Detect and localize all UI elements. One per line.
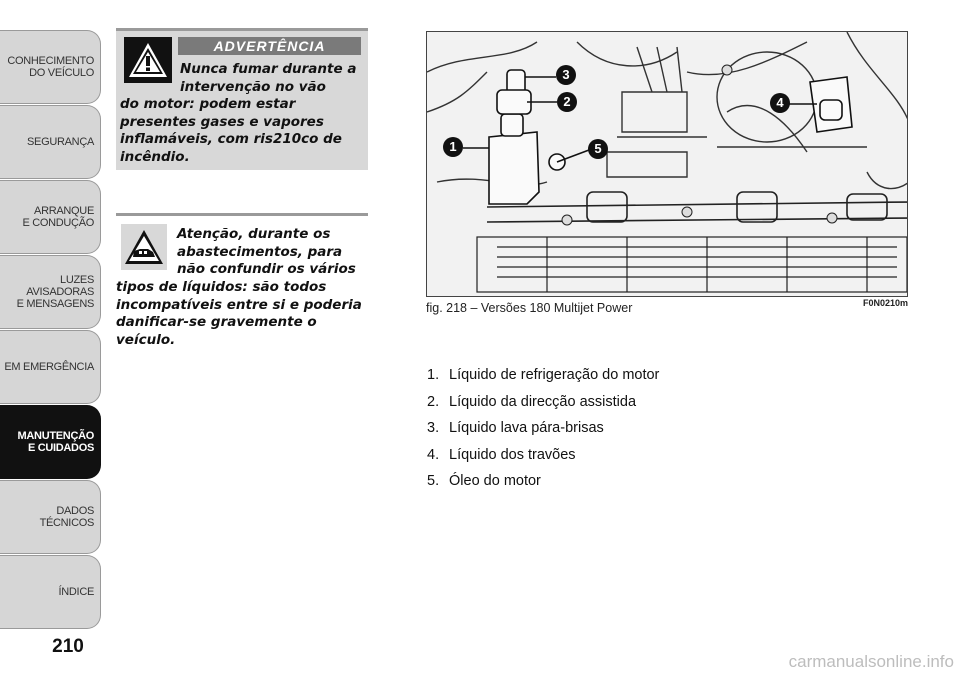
tab-em-emergencia[interactable] <box>0 330 101 404</box>
list-item <box>427 442 827 469</box>
list-item-number: 2. <box>427 393 440 410</box>
warning-triangle-icon <box>124 37 172 83</box>
list-item-number: 3. <box>427 420 440 436</box>
list-item-text: Líquido dos travões <box>449 446 576 463</box>
engine-bay-illustration <box>426 31 908 297</box>
callout-label: 5 <box>594 141 602 156</box>
tab-luzes-avisadoras[interactable] <box>0 255 101 329</box>
warning-header: ADVERTÊNCIA <box>178 37 361 55</box>
note-divider <box>116 213 368 216</box>
callout-label: 4 <box>776 95 784 110</box>
figure-caption: fig. 218 – Versões 180 Multijet Power <box>426 301 633 315</box>
callout-4 <box>770 93 790 113</box>
callout-label: 2 <box>563 94 571 109</box>
tab-label: EM EMERGÊNCIA <box>4 361 94 373</box>
list-item <box>427 415 827 442</box>
tab-label: LUZES AVISADORAS E MENSAGENS <box>16 274 94 310</box>
figure-code: F0N0210m <box>862 298 908 308</box>
list-item-number: 1. <box>427 367 440 383</box>
callout-2 <box>557 92 577 112</box>
tab-label: MANUTENÇÃO E CUIDADOS <box>17 430 94 454</box>
warning-text-rest: do motor: podem estar presentes gases e vapores inflamáveis, com ris210co de incêndio. <box>120 96 342 165</box>
warning-text-first: Nunca fumar durante a intervenção no vão <box>180 61 357 95</box>
list-item <box>427 362 827 389</box>
list-item-text: Líquido de refrigeração do motor <box>449 367 660 383</box>
note-text-rest: tipos de líquidos: são todos incompatíveis entre si e poderia danificar-se gravemente o veículo. <box>116 279 362 348</box>
tab-dados-tecnicos[interactable] <box>0 480 101 554</box>
page-number: 210 <box>52 636 84 657</box>
callout-label: 1 <box>449 139 457 154</box>
tab-label: DADOS TÉCNICOS <box>39 505 94 529</box>
tab-arranque-e-conducao[interactable] <box>0 180 101 254</box>
fluid-legend-list <box>427 362 827 495</box>
tab-conhecimento-do-veiculo[interactable] <box>0 30 101 104</box>
engine-bay-drawing <box>427 32 908 297</box>
vehicle-caution-icon <box>121 224 167 270</box>
tab-manutencao-e-cuidados[interactable] <box>0 405 101 479</box>
tab-indice[interactable] <box>0 555 101 629</box>
warning-box <box>116 28 368 170</box>
note-text-first: Atenção, durante os abastecimentos, para não confundir os vários <box>177 226 356 277</box>
watermark: carmanualsonline.info <box>788 652 954 671</box>
list-item-text: Líquido da direcção assistida <box>449 393 637 410</box>
list-item <box>427 468 827 495</box>
tab-seguranca[interactable] <box>0 105 101 179</box>
list-item-text: Líquido lava pára-brisas <box>449 420 604 436</box>
callout-5 <box>588 139 608 159</box>
tab-label: ARRANQUE E CONDUÇÃO <box>22 205 94 229</box>
list-item-number: 4. <box>427 446 440 463</box>
tab-label: ÍNDICE <box>58 586 94 598</box>
list-item <box>427 389 827 416</box>
tab-label: SEGURANÇA <box>27 136 94 148</box>
callout-3 <box>556 65 576 85</box>
callout-label: 3 <box>562 67 570 82</box>
callout-1 <box>443 137 463 157</box>
list-item-number: 5. <box>427 473 440 489</box>
tab-label: CONHECIMENTO DO VEÍCULO <box>7 55 94 79</box>
list-item-text: Óleo do motor <box>449 473 541 489</box>
